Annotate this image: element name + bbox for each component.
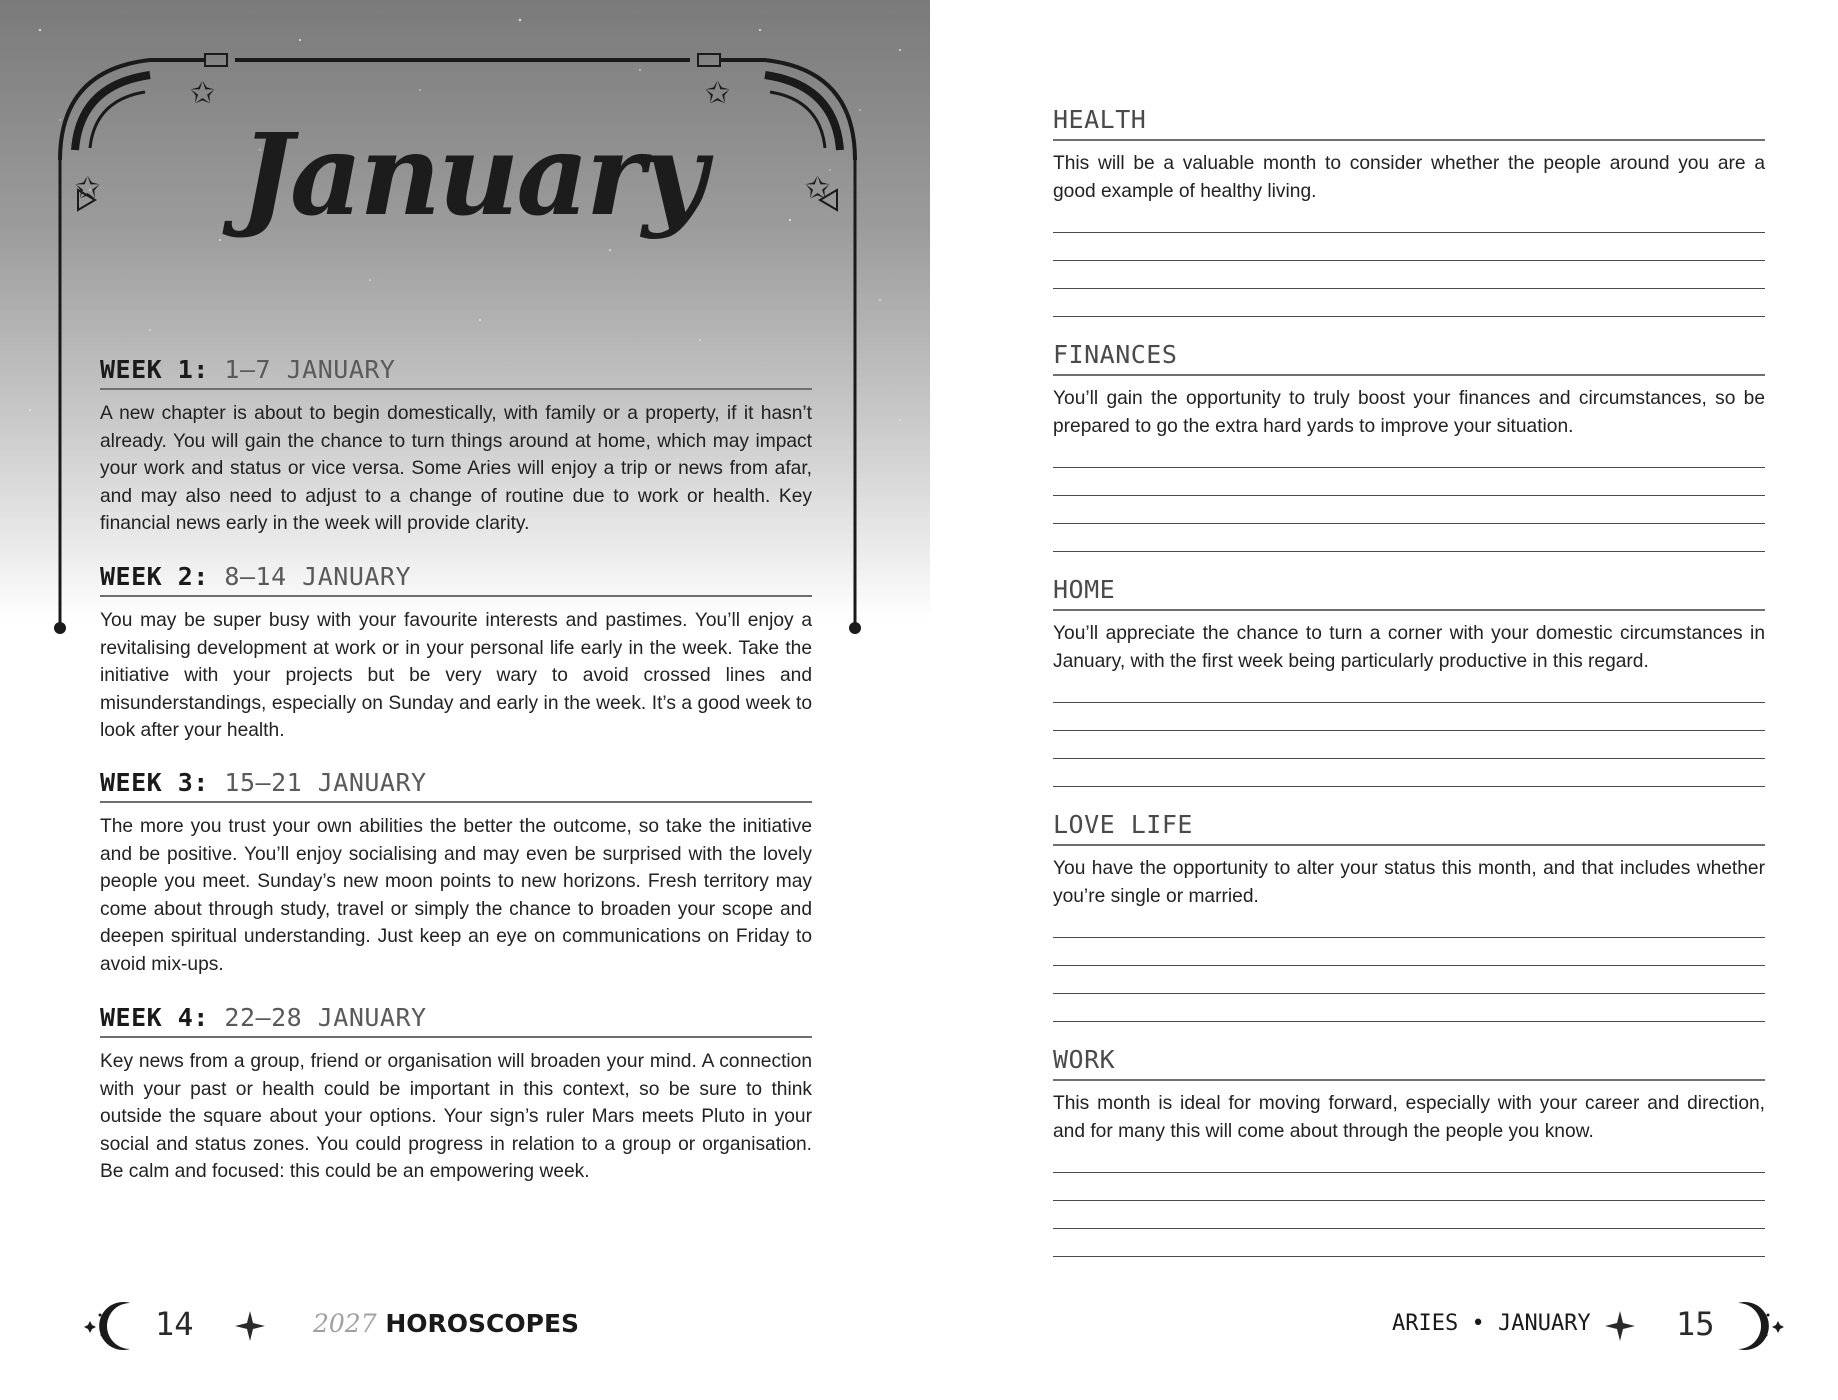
week-heading [100,768,812,803]
week-dates: 22–28 JANUARY [224,1003,427,1032]
writing-line [1053,703,1765,731]
writing-lines [1053,205,1765,317]
section-heading: WORK [1053,1045,1765,1081]
svg-text:✩: ✩ [705,76,731,111]
brand-year: 2027 [313,1309,377,1338]
week-heading [100,355,812,390]
crescent-moon-icon [80,1295,150,1355]
right-page [930,0,1838,1400]
week-text: You may be super busy with your favourite interests and pastimes. You’ll enjoy a revitalising development at work or in your personal life early in the week. Take the initiative with your projects but be very wary to avoid crossed lines and misunderstandings, especially on Sunday and early in the week. It’s a good week to look after your health. [100,610,812,741]
writing-line [1053,910,1765,938]
week-label: WEEK 3: [100,768,209,797]
writing-line [1053,524,1765,552]
section-text: You have the opportunity to alter your status this month, and that includes whether you’re single or married. [1053,858,1765,907]
page-number: 14 [155,1305,194,1343]
section-heading: LOVE LIFE [1053,810,1765,846]
writing-line [1053,233,1765,261]
week-text: Key news from a group, friend or organisation will broaden your mind. A connection with your past or health could be important in this context, so be sure to think outside the square about your options. Your sign’s ruler Mars meets Pluto in your social and status zones. You could progress in relation to a group or organisation. Be calm and focused: this could be an empowering week. [100,1051,812,1182]
week-1-section [100,355,812,538]
week-4-section [100,1003,812,1186]
section-text: You’ll gain the opportunity to truly boost your finances and circumstances, so be prepared to go the extra hard yards to improve your situation. [1053,388,1765,437]
week-label: WEEK 2: [100,562,209,591]
section-heading: HEALTH [1053,105,1765,141]
section-heading: FINANCES [1053,340,1765,376]
writing-line [1053,759,1765,787]
love-life-section [1053,810,1765,1022]
brand-name: HOROSCOPES [385,1309,580,1338]
home-section [1053,575,1765,787]
running-head: ARIES • JANUARY [1392,1311,1591,1336]
work-section [1053,1045,1765,1257]
writing-line [1053,938,1765,966]
section-text: This month is ideal for moving forward, especially with your career and direction, and for many this will come about through the people you know. [1053,1093,1765,1142]
writing-lines [1053,675,1765,787]
writing-line [1053,731,1765,759]
week-heading [100,1003,812,1038]
writing-line [1053,1201,1765,1229]
week-2-section [100,562,812,745]
writing-line [1053,468,1765,496]
week-label: WEEK 4: [100,1003,209,1032]
week-text: The more you trust your own abilities the better the outcome, so take the initiative and be positive. You’ll enjoy socialising and may even be surprised with the lovely people you meet. Sunday’s new moon points to new horizons. Fresh territory may come about through study, travel or simply the chance to broaden your scope and deepen spiritual understanding. Just keep an eye on communications on Friday to avoid mix-ups. [100,816,812,975]
week-dates: 1–7 JANUARY [224,355,396,384]
writing-line [1053,440,1765,468]
week-heading [100,562,812,597]
writing-line [1053,1145,1765,1173]
week-label: WEEK 1: [100,355,209,384]
week-3-section [100,768,812,978]
svg-text:✩: ✩ [190,76,216,111]
svg-text:✩: ✩ [805,171,831,206]
writing-lines [1053,440,1765,552]
crescent-moon-icon [1718,1295,1788,1355]
book-brand [313,1309,579,1338]
section-text: You’ll appreciate the chance to turn a corner with your domestic circumstances in January, with the first week being particularly productive in this regard. [1053,623,1765,672]
health-section [1053,105,1765,317]
writing-line [1053,261,1765,289]
writing-lines [1053,1145,1765,1257]
page-number: 15 [1676,1305,1715,1343]
section-text: This will be a valuable month to consider whether the people around you are a good example of healthy living. [1053,153,1765,202]
finances-section [1053,340,1765,552]
month-title: January [240,110,705,241]
writing-line [1053,966,1765,994]
writing-lines [1053,910,1765,1022]
writing-line [1053,994,1765,1022]
sparkle-icon [235,1311,265,1341]
right-footer [1370,1295,1790,1355]
week-text: A new chapter is about to begin domestically, with family or a property, if it hasn’t already. You will gain the chance to turn things around at home, which may impact your work and status or vice versa. Some Aries will enjoy a trip or news from afar, and may also need to adjust to a change of routine due to work or health. Key financial news early in the week will provide clarity. [100,403,812,534]
writing-line [1053,205,1765,233]
week-dates: 8–14 JANUARY [224,562,412,591]
svg-text:✩: ✩ [75,171,101,206]
writing-line [1053,496,1765,524]
writing-line [1053,1229,1765,1257]
writing-line [1053,289,1765,317]
sparkle-icon [1605,1311,1635,1341]
week-dates: 15–21 JANUARY [224,768,427,797]
section-heading: HOME [1053,575,1765,611]
left-footer [80,1295,580,1355]
writing-line [1053,1173,1765,1201]
writing-line [1053,675,1765,703]
